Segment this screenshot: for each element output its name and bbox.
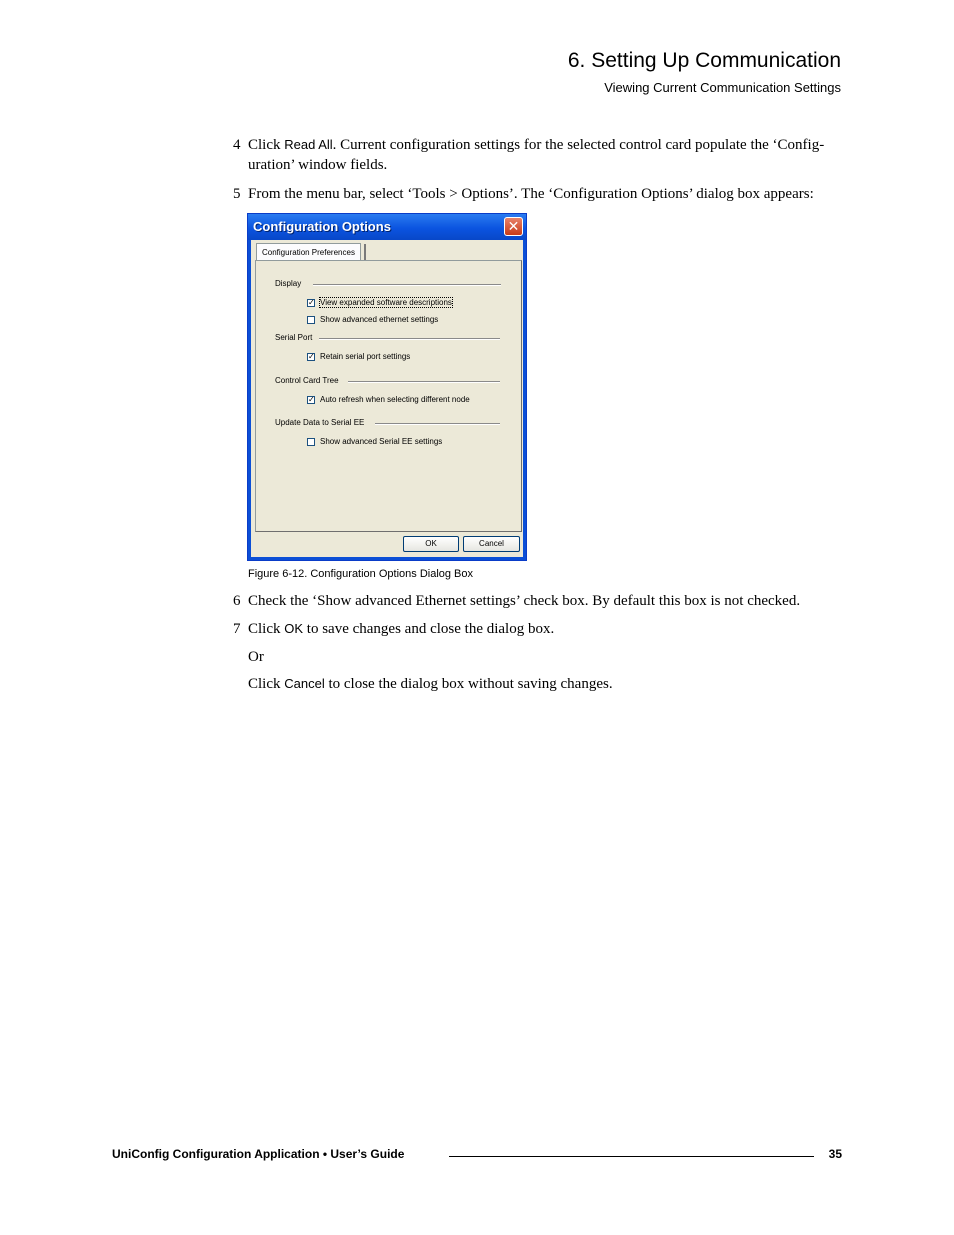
option-label[interactable]: Retain serial port settings: [320, 352, 411, 361]
ui-term-cancel: Cancel: [284, 676, 325, 691]
dialog-title: Configuration Options: [253, 219, 391, 234]
step-6: [233, 591, 843, 611]
step-text: Click: [248, 676, 285, 692]
configuration-options-dialog: [247, 213, 527, 561]
step-number: 4: [233, 137, 241, 153]
ui-term-ok: OK: [284, 621, 304, 636]
step-text: Click: [248, 621, 285, 637]
figure-caption: Figure 6-12. Configuration Options Dialog Box: [248, 568, 474, 580]
close-icon: ✕: [507, 218, 520, 234]
group-divider: [375, 423, 500, 425]
group-divider: [348, 381, 500, 383]
step-number: 5: [233, 186, 241, 202]
tab-divider: [364, 244, 366, 260]
tab-configuration-preferences[interactable]: Configuration Preferences: [256, 243, 361, 261]
chapter-title: 6. Setting Up Communication: [567, 49, 841, 72]
footer-title: UniConfig Configuration Application • User’s Guide: [112, 1147, 405, 1161]
ui-term-read-all: Read All: [284, 137, 333, 152]
step-text: to close the dialog box without saving changes.: [324, 676, 613, 692]
group-divider: [319, 338, 500, 340]
group-divider: [313, 284, 501, 286]
tab-panel: [255, 260, 522, 532]
checkbox-unchecked-icon[interactable]: [307, 316, 315, 324]
section-title: Viewing Current Communication Settings: [604, 80, 841, 95]
group-label-display: Display: [275, 279, 302, 288]
checkbox-checked-icon[interactable]: ✓: [308, 298, 315, 307]
cancel-instruction: [248, 674, 613, 694]
option-label[interactable]: Auto refresh when selecting different node: [320, 395, 470, 404]
or-text: Or: [248, 649, 264, 665]
option-label[interactable]: Show advanced Serial EE settings: [320, 437, 443, 446]
footer-rule: [449, 1156, 814, 1157]
option-label[interactable]: View expanded software descriptions: [320, 298, 452, 307]
cancel-button[interactable]: Cancel: [463, 536, 520, 552]
checkbox-checked-icon[interactable]: ✓: [308, 395, 315, 404]
step-number: 6: [233, 593, 241, 609]
step-7: [233, 619, 843, 639]
close-button[interactable]: [504, 217, 523, 236]
checkbox-checked-icon[interactable]: ✓: [308, 352, 315, 361]
dialog-client-area: [251, 240, 523, 557]
group-label-serial-port: Serial Port: [275, 333, 313, 342]
page-number: 35: [828, 1147, 842, 1161]
ok-button[interactable]: OK: [403, 536, 459, 552]
step-text: . Current configuration settings for the selected control card populate the ‘Config-uration’ window fields.: [248, 137, 825, 173]
step-text: Check the ‘Show advanced Ethernet settings’ check box. By default this box is not checked.: [248, 593, 801, 609]
option-label[interactable]: Show advanced ethernet settings: [320, 315, 439, 324]
step-5: [233, 184, 843, 204]
step-4: [233, 135, 843, 175]
step-text: to save changes and close the dialog box.: [303, 621, 555, 637]
group-label-update-data-serial-ee: Update Data to Serial EE: [275, 418, 365, 427]
step-text: From the menu bar, select ‘Tools > Options’. The ‘Configuration Options’ dialog box appears:: [248, 186, 814, 202]
group-label-control-card-tree: Control Card Tree: [275, 376, 339, 385]
dialog-titlebar: [248, 214, 526, 240]
checkbox-unchecked-icon[interactable]: [307, 438, 315, 446]
step-text: Click: [248, 137, 285, 153]
step-number: 7: [233, 621, 241, 637]
